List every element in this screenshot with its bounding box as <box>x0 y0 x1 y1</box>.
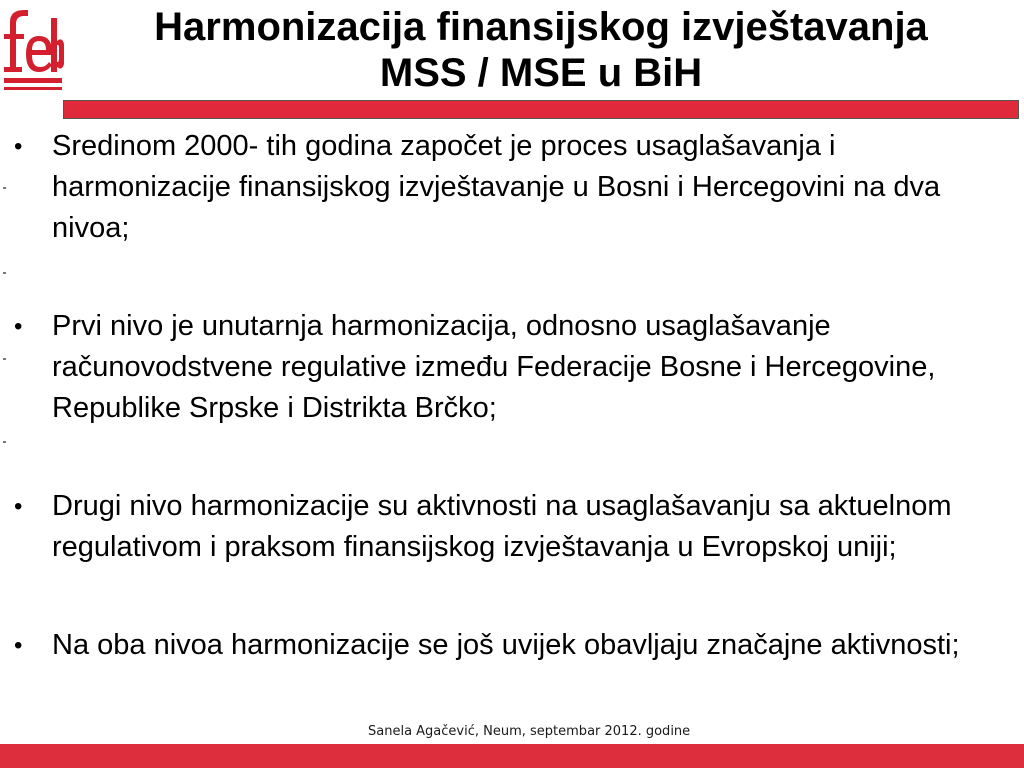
bullet-marker: • <box>14 313 23 340</box>
footer-credit: Sanela Agačević, Neum, septembar 2012. godine <box>368 724 691 739</box>
bullet-text: Na oba nivoa harmonizacije se još uvijek obavljaju značajne aktivnosti; <box>52 629 960 661</box>
title-accent-bar <box>63 100 1019 119</box>
bullet-item <box>0 486 1010 568</box>
footer-accent-bar <box>0 744 1024 768</box>
bullet-text: Sredinom 2000- tih godina započet je proces usaglašavanja i harmonizacije finansijskog izvještavanje u Bosni i Hercegovini na dva nivoa; <box>52 130 941 244</box>
slide-title-line-2: MSS / MSE u BiH <box>379 51 703 95</box>
bullet-item <box>0 126 1010 249</box>
bullet-list <box>0 126 1010 666</box>
bullet-item <box>0 625 1010 666</box>
bullet-text: Drugi nivo harmonizacije su aktivnosti na usaglašavanju sa aktuelnom regulativom i praksom finansijskog izvještavanja u Evropskoj uniji; <box>52 490 952 563</box>
slide-title <box>66 4 1016 96</box>
feb-logo-icon <box>2 6 64 102</box>
bullet-marker: • <box>14 133 23 160</box>
bullet-marker: • <box>14 493 23 520</box>
bullet-text: Prvi nivo je unutarnja harmonizacija, odnosno usaglašavanje računovodstvene regulative između Federacije Bosne i Hercegovine, Republike Srpske i Distrikta Brčko; <box>52 310 936 424</box>
slide-title-line-1: Harmonizacija finansijskog izvještavanja <box>154 5 928 49</box>
bullet-item <box>0 306 1010 429</box>
bullet-marker: • <box>14 632 23 659</box>
